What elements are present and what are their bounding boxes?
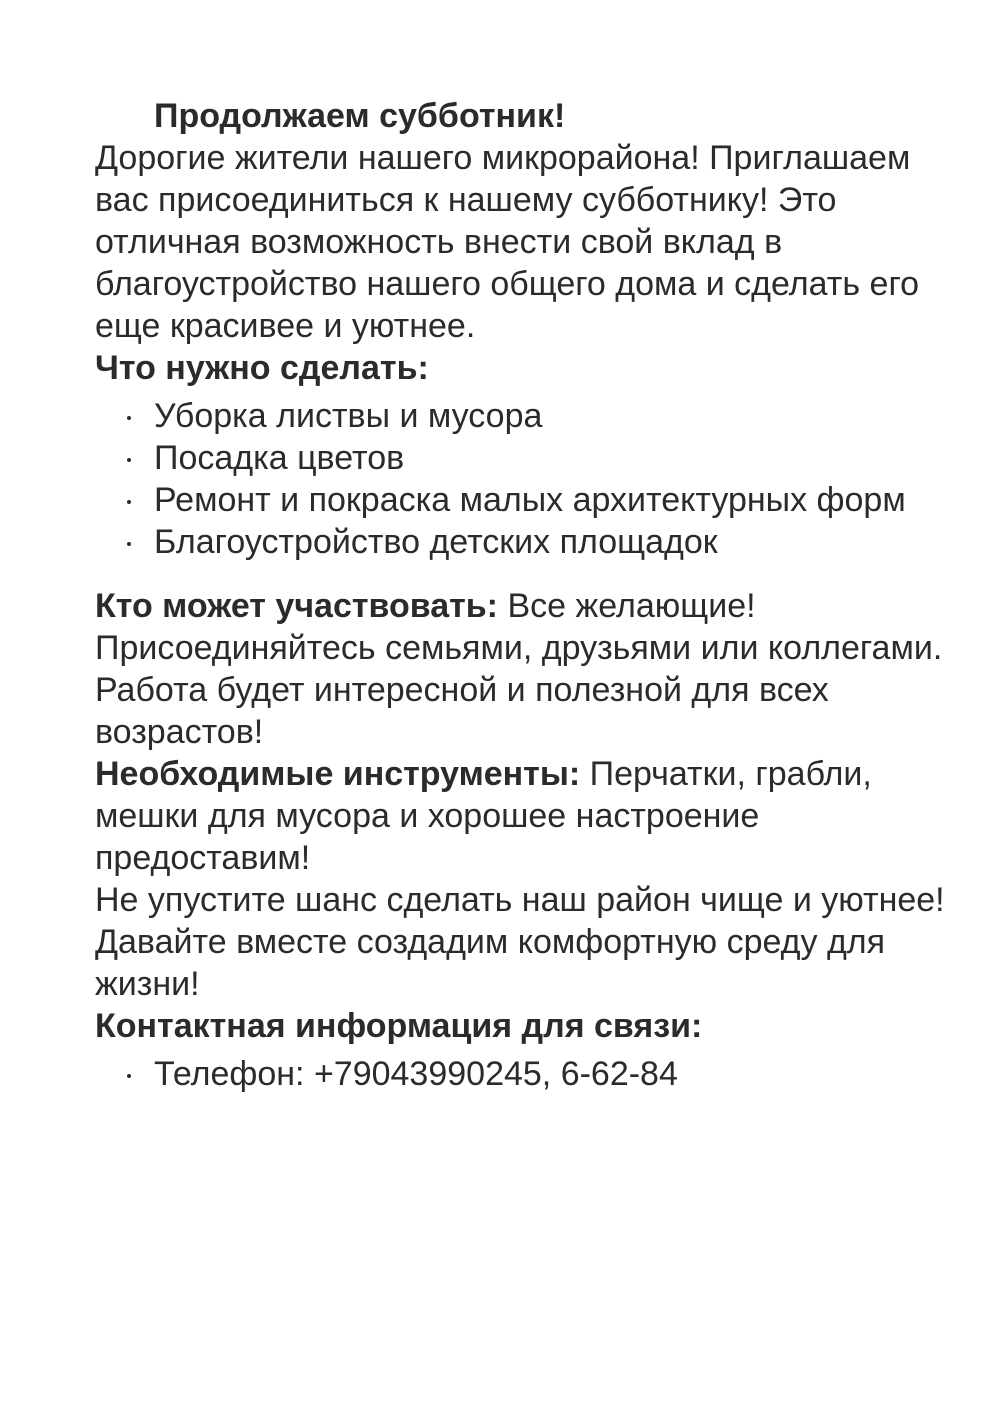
list-item: Посадка цветов [154,437,955,479]
tasks-list [95,395,955,563]
closing-paragraph: Не упустите шанс сделать наш район чище и уютнее! Давайте вместе создадим комфортную среду для жизни! [95,881,945,1003]
tasks-heading: Что нужно сделать: [95,349,429,387]
list-item: Благоустройство детских площадок [154,521,955,563]
list-item: Уборка листвы и мусора [154,395,955,437]
document-title: Продолжаем субботник! [154,97,566,135]
list-item: Телефон: +79043990245, 6-62-84 [154,1053,955,1095]
contact-heading: Контактная информация для связи: [95,1007,703,1045]
tools-label: Необходимые инструменты: [95,755,581,793]
contacts-list [95,1053,955,1095]
document-page [95,95,955,1095]
list-item: Ремонт и покраска малых архитектурных форм [154,479,955,521]
participants-text: Все желающие! Присоединяйтесь семьями, друзьями или коллегами. Работа будет интересной и полезной для всех возрастов! [95,587,943,751]
tools-text: Перчатки, грабли, мешки для мусора и хорошее настроение предоставим! [95,755,872,877]
participants-paragraph [95,585,955,753]
tools-paragraph [95,753,955,879]
intro-paragraph: Дорогие жители нашего микрорайона! Приглашаем вас присоединиться к нашему субботнику! Это отличная возможность внести свой вклад в благоустройство нашего общего дома и сделать его еще красивее и уютнее. [95,139,920,345]
participants-label: Кто может участвовать: [95,587,498,625]
